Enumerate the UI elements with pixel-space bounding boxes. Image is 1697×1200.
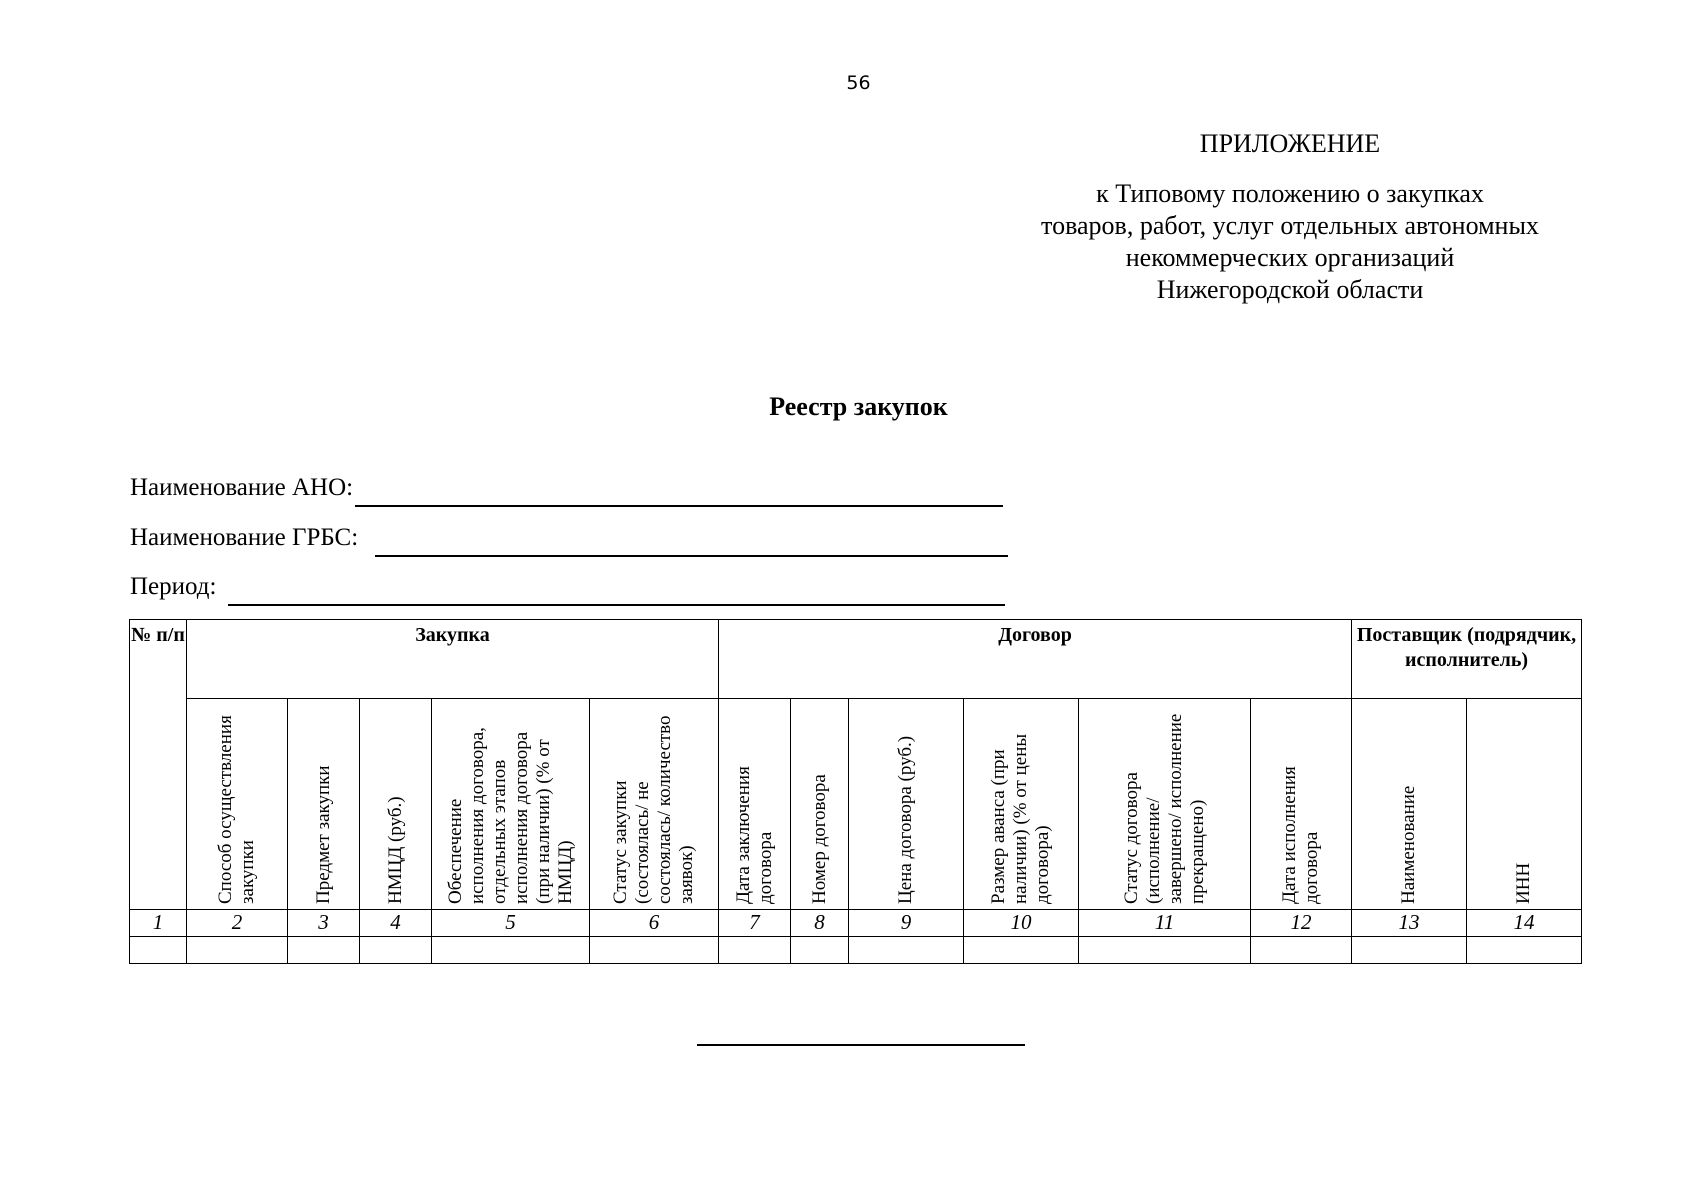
field-period-label: Период: [130, 573, 217, 600]
field-grbs-label: Наименование ГРБС: [130, 524, 359, 551]
group-header-purchase: Закупка [187, 620, 719, 699]
table-cell [187, 937, 288, 964]
column-number: 12 [1251, 910, 1352, 937]
column-number: 2 [187, 910, 288, 937]
column-header [360, 699, 432, 910]
column-header [1352, 699, 1467, 910]
column-header [1251, 699, 1352, 910]
column-header-label: НМЦД (руб.) [384, 796, 406, 904]
column-header-label: Статус договора (исполнение/ завершено/ исполнение прекращено) [1120, 713, 1208, 904]
appendix-line: товаров, работ, услуг отдельных автономных [1041, 211, 1539, 240]
table-cell [432, 937, 590, 964]
column-header [187, 699, 288, 910]
field-period [130, 573, 216, 601]
column-number: 3 [288, 910, 360, 937]
column-header [964, 699, 1079, 910]
column-header [719, 699, 791, 910]
field-period-blank-line [228, 604, 1005, 606]
document-title: Реестр закупок [769, 392, 948, 421]
column-header [1467, 699, 1582, 910]
column-header [432, 699, 590, 910]
table-cell [590, 937, 719, 964]
column-number: 5 [432, 910, 590, 937]
field-grbs [130, 524, 358, 552]
end-divider-line [697, 1044, 1025, 1046]
column-header [288, 699, 360, 910]
column-header-label: Обеспечение исполнения договора, отдельных этапов исполнения договора (при наличии) (% от НМЦД) [444, 727, 576, 904]
column-number: 8 [791, 910, 849, 937]
column-number: 11 [1079, 910, 1251, 937]
column-header-label: Наименование [1398, 785, 1420, 904]
table-cell [130, 937, 187, 964]
appendix-block [990, 128, 1590, 306]
column-number: 7 [719, 910, 791, 937]
column-header-label: Номер договора [808, 774, 830, 904]
column-number: 14 [1467, 910, 1582, 937]
field-ano-label: Наименование АНО: [130, 474, 354, 501]
group-header-supplier: Поставщик (подрядчик, исполнитель) [1352, 620, 1582, 699]
table-cell [964, 937, 1079, 964]
column-number: 4 [360, 910, 432, 937]
table-cell [1079, 937, 1251, 964]
appendix-line: к Типовому положению о закупках [1096, 179, 1484, 208]
appendix-line: некоммерческих организаций [1125, 243, 1455, 272]
table-cell [849, 937, 964, 964]
column-header-label: Предмет закупки [312, 765, 334, 904]
field-ano-blank-line [355, 505, 1003, 507]
num-header: № п/п [130, 620, 187, 910]
column-number-row [130, 910, 1582, 937]
column-header-label: Дата исполнения договора [1279, 766, 1322, 904]
table-cell [719, 937, 791, 964]
table-cell [288, 937, 360, 964]
column-header-label: Цена договора (руб.) [895, 735, 916, 904]
field-grbs-blank-line [375, 555, 1008, 557]
registry-table [129, 619, 1582, 964]
column-header-label: Статус закупки (состоялась/ не состоялась/ количество заявок) [610, 715, 697, 904]
appendix-title: ПРИЛОЖЕНИЕ [1199, 129, 1381, 158]
column-number: 10 [964, 910, 1079, 937]
table-cell [1352, 937, 1467, 964]
column-header [1079, 699, 1251, 910]
page-number: 56 [846, 72, 871, 94]
group-header-contract: Договор [719, 620, 1352, 699]
appendix-line: Нижегородской области [1156, 275, 1424, 304]
field-ano [130, 474, 353, 502]
column-header-label: Способ осуществления закупки [215, 715, 258, 904]
column-number: 13 [1352, 910, 1467, 937]
table-cell [1467, 937, 1582, 964]
column-header [849, 699, 964, 910]
column-header [791, 699, 849, 910]
column-header-label: Дата заключения договора [732, 766, 776, 904]
table-cell [1251, 937, 1352, 964]
table-row [130, 937, 1582, 964]
table-cell [791, 937, 849, 964]
column-header [590, 699, 719, 910]
column-number: 9 [849, 910, 964, 937]
column-header-label: Размер аванса (при наличии) (% от цены договора) [988, 733, 1053, 904]
column-number: 1 [130, 910, 187, 937]
column-number: 6 [590, 910, 719, 937]
column-header-label: ИНН [1513, 862, 1535, 904]
table-cell [360, 937, 432, 964]
